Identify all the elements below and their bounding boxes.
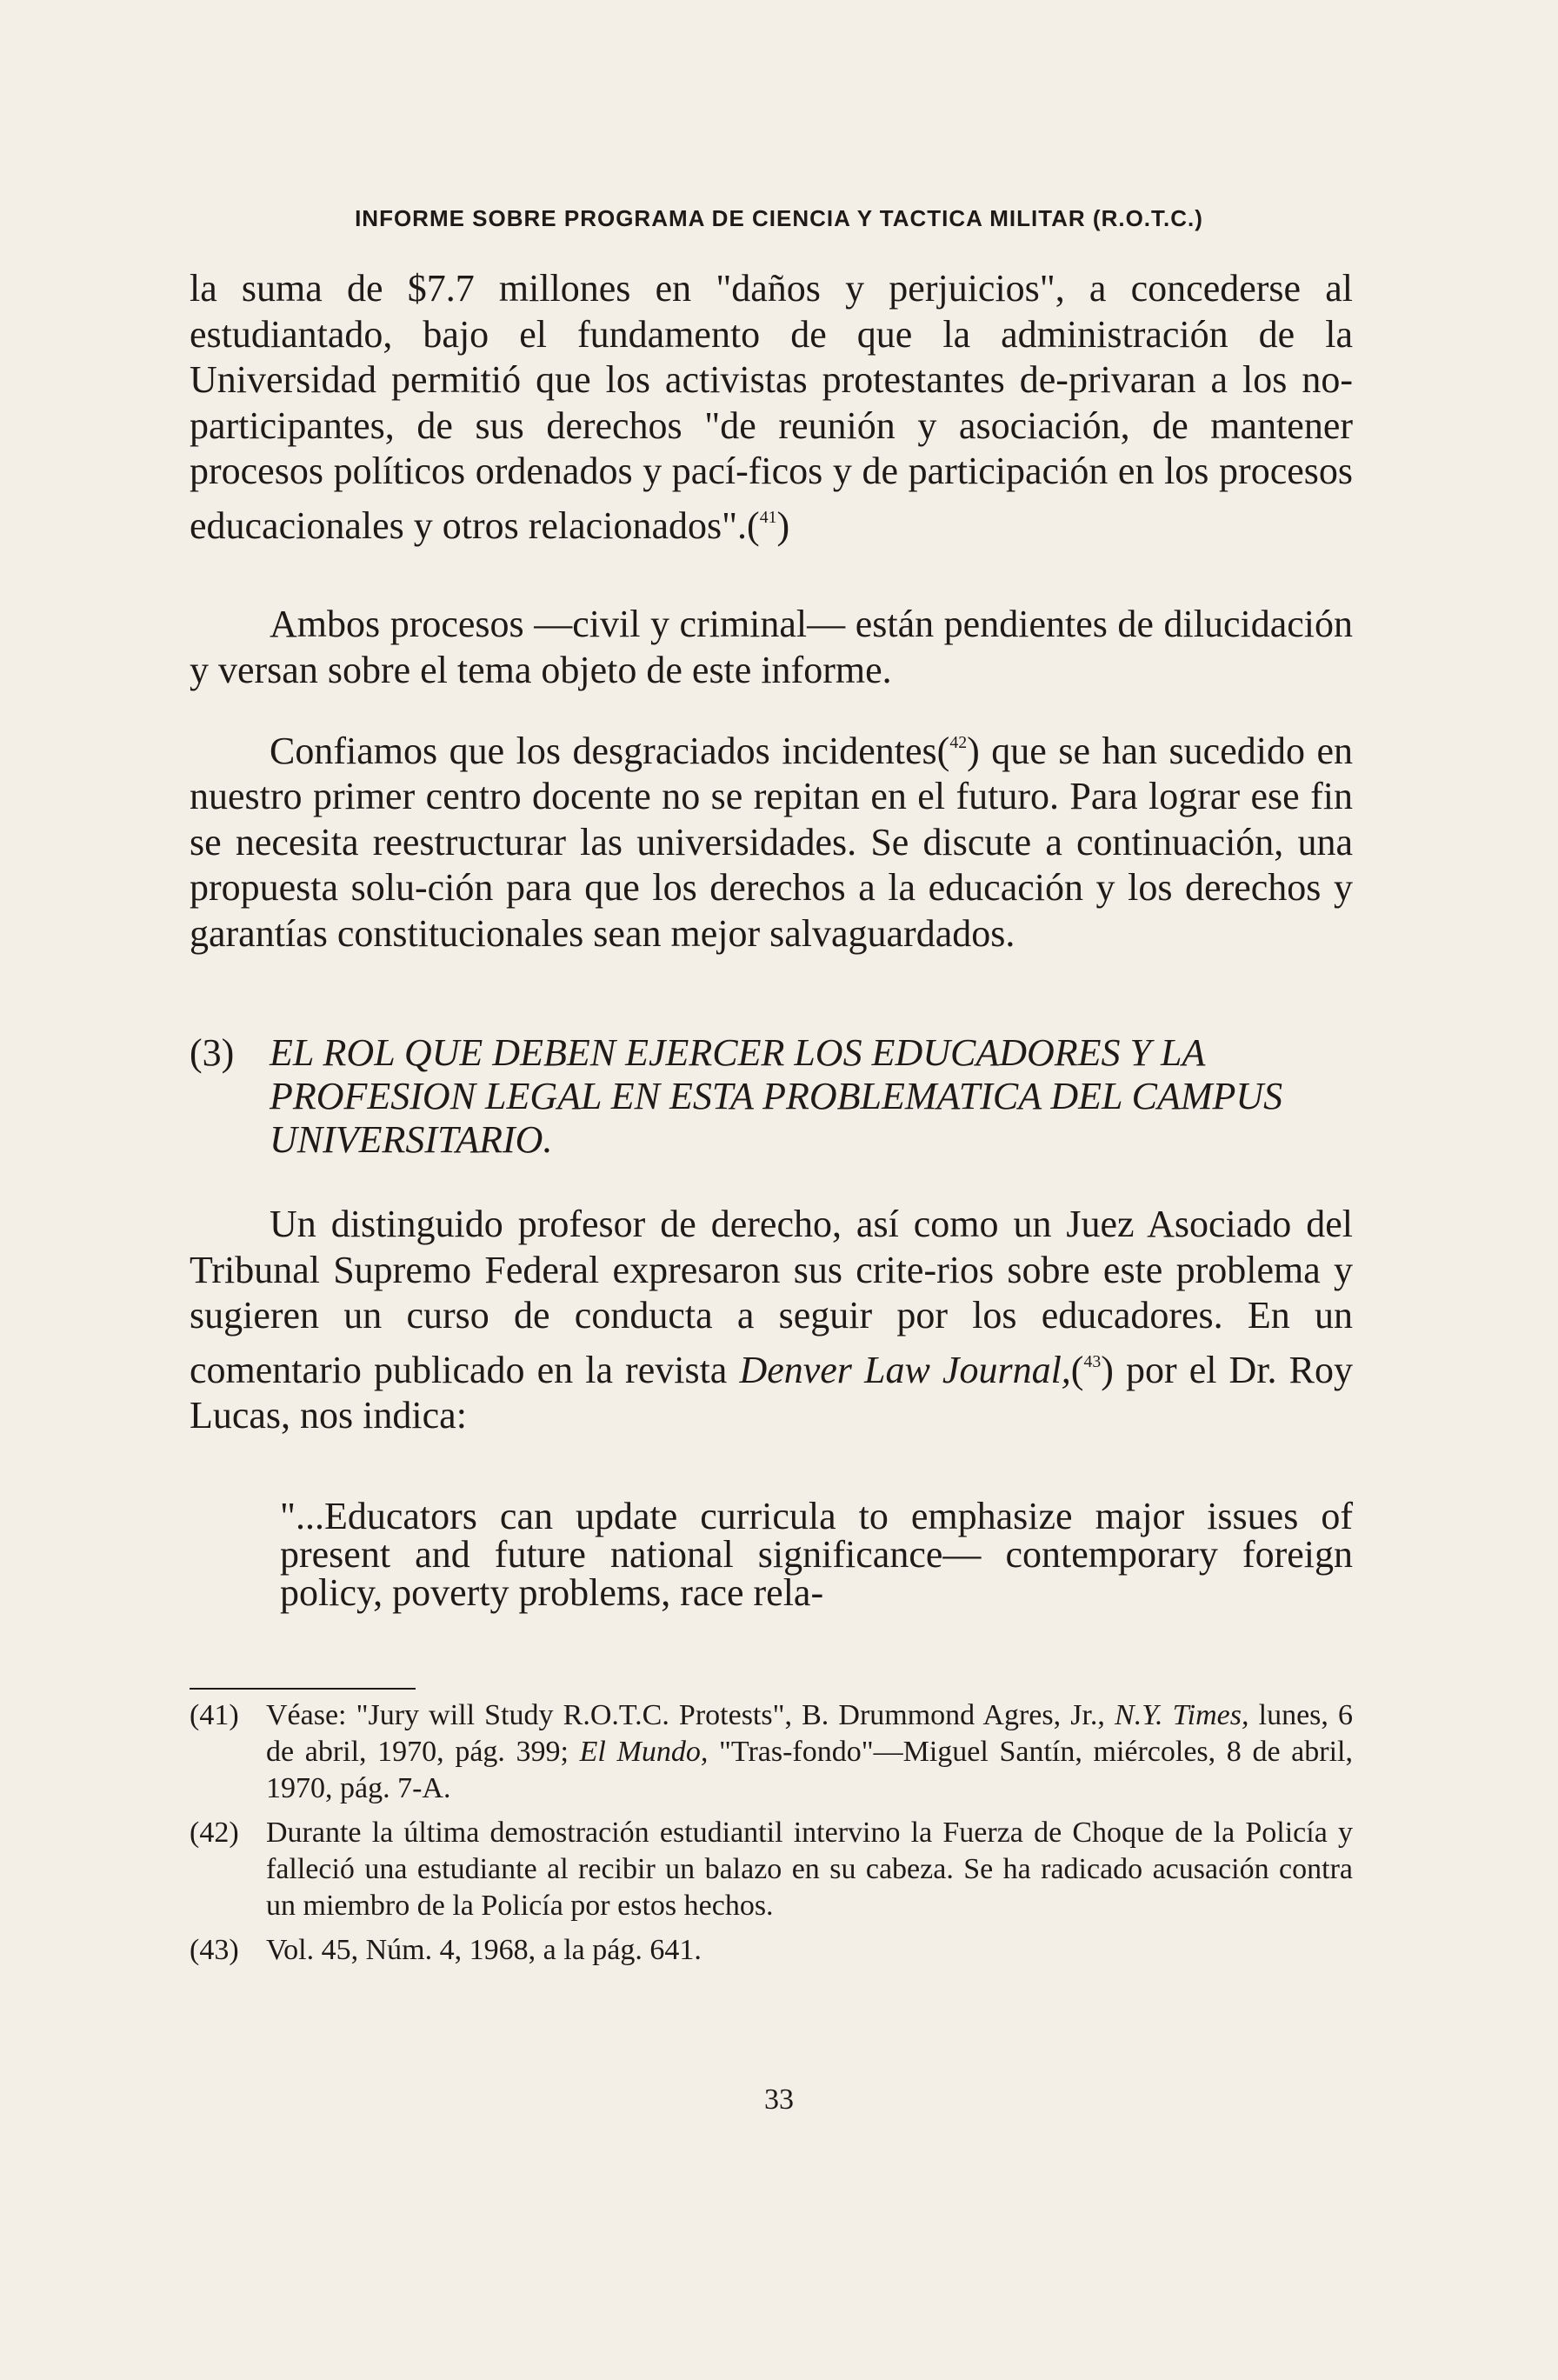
footnote-text: lunes, 6 de abril, 1970, pág. 399; (266, 1699, 1354, 1768)
footnote-42 (190, 1815, 1353, 1924)
paragraph-3-text-b: ) que se han sucedido en nuestro primer centro docente no se repitan en el futuro. Para lograr ese fin se necesita reestructurar las universidades. Se discute a continuación, una propuesta solu-ción para que los derechos a la educación y los derechos y garantías constitucionales sean mejor salvaguardados. (190, 729, 1353, 955)
journal-title: Denver Law Journal, (739, 1348, 1071, 1391)
paragraph-4-text-b: ( (1070, 1348, 1084, 1391)
paragraph-3 (190, 720, 1353, 957)
footnote-text: Vol. 45, Núm. 4, 1968, a la pág. 641. (266, 1934, 702, 1966)
paragraph-1-close: ) (776, 503, 790, 547)
footnote-41 (190, 1697, 1353, 1807)
paragraph-3-text-a: Confiamos que los desgraciados incidentes( (270, 729, 950, 772)
paragraph-2: Ambos procesos —civil y criminal— están pendientes de dilucidación y versan sobre el tema objeto de este informe. (190, 603, 1353, 691)
footnote-ref-42[interactable]: 42 (949, 733, 968, 752)
section-heading (190, 1031, 1353, 1162)
footnotes (190, 1697, 1353, 1977)
page-number: 33 (764, 2083, 794, 2116)
footnote-number: (43) (190, 1934, 239, 1966)
paragraph-1-text: la suma de $7.7 millones en "daños y perjuicios", a concederse al estudiantado, bajo el fundamento de que la administración de la Universidad permitió que los activistas protestantes de-privaran a los no-participantes, de sus derechos "de reunión y asociación, de mantener procesos políticos ordenados y pací-ficos y de participación en los procesos educacionales y otros relacionados".( (190, 267, 1353, 547)
footnote-text: "Tras-fondo"—Miguel Santín, miércoles, 8 de abril, 1970, pág. 7-A. (266, 1736, 1353, 1804)
footnote-divider (190, 1688, 416, 1690)
footnote-text: Véase: "Jury will Study R.O.T.C. Protests", B. Drummond Agres, Jr., (266, 1699, 1115, 1731)
footnote-43 (190, 1932, 1353, 1969)
paragraph-4-text-c: ) por el Dr. Roy Lucas, nos indica: (190, 1348, 1353, 1437)
footnote-number: (42) (190, 1817, 239, 1849)
section-title: EL ROL QUE DEBEN EJERCER LOS EDUCADORES Y LA PROFESION LEGAL EN ESTA PROBLEMATICA DEL CAMPUS UNIVERSITARIO. (270, 1031, 1283, 1161)
publication-name: N.Y. Times, (1115, 1699, 1249, 1731)
paragraph-4 (190, 1202, 1353, 1438)
footnote-ref-41[interactable]: 41 (759, 507, 777, 527)
paragraph-4-text-a: Un distinguido profesor de derecho, así como un Juez Asociado del Tribunal Supremo Federal expresaron sus crite-rios sobre este problema y sugieren un curso de conducta a seguir por los educadores. En un comentario publicado en la revista (190, 1203, 1353, 1391)
publication-name: El Mundo, (579, 1736, 709, 1768)
footnote-text: Durante la última demostración estudiantil intervino la Fuerza de Choque de la Policía y falleció una estudiante al recibir un balazo en su cabeza. Se ha radicado acusación contra un miembro de la Policía por estos hechos. (266, 1817, 1353, 1922)
section-number: (3) (190, 1031, 235, 1074)
running-header: INFORME SOBRE PROGRAMA DE CIENCIA Y TACTICA MILITAR (R.O.T.C.) (355, 205, 1203, 231)
paragraph-1 (190, 266, 1353, 549)
footnote-number: (41) (190, 1699, 239, 1731)
footnote-ref-43[interactable]: 43 (1083, 1351, 1102, 1371)
block-quote: "...Educators can update curricula to emphasize major issues of present and future national significance— contemporary foreign policy, poverty problems, race rela- (280, 1495, 1353, 1614)
